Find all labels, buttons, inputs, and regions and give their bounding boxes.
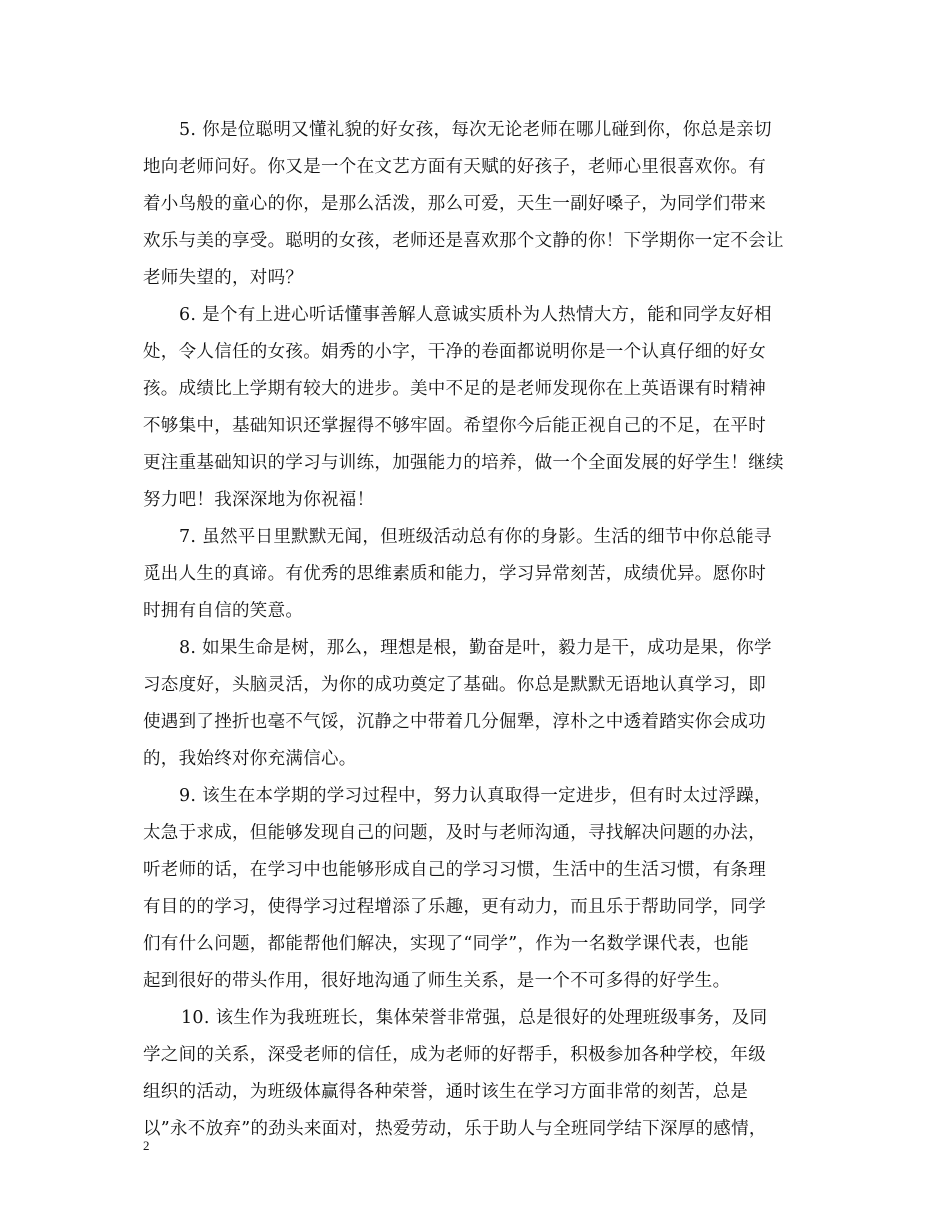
paragraph-line: 习态度好，头脑灵活，为你的成功奠定了基础。你总是默默无语地认真学习，即 — [143, 675, 766, 695]
paragraph-line: 不够集中，基础知识还掌握得不够牢固。希望你今后能正视自己的不足，在平时 — [143, 416, 766, 436]
comment-paragraph-7 — [143, 519, 823, 630]
paragraph-line: 的，我始终对你充满信心。 — [143, 749, 357, 769]
paragraph-line: 觅出人生的真谛。有优秀的思维素质和能力，学习异常刻苦，成绩优异。愿你时 — [143, 564, 766, 584]
paragraph-line: 组织的活动，为班级体赢得各种荣誉，通时该生在学习方面非常的刻苦，总是 — [143, 1082, 749, 1102]
paragraph-line: 地向老师问好。你又是一个在文艺方面有天赋的好孩子，老师心里很喜欢你。有 — [143, 157, 766, 177]
paragraph-line: 6. 是个有上进心听话懂事善解人意诚实质朴为人热情大方，能和同学友好相 — [179, 305, 772, 325]
paragraph-line: 起到很好的带头作用，很好地沟通了师生关系，是一个不可多得的好学生。 — [143, 971, 731, 991]
paragraph-line: 使遇到了挫折也毫不气馁，沉静之中带着几分倔犟，淳朴之中透着踏实你会成功 — [143, 712, 766, 732]
paragraph-line: 10. 该生作为我班班长，集体荣誉非常强，总是很好的处理班级事务，及同 — [181, 1008, 768, 1028]
paragraph-line: 着小鸟般的童心的你，是那么活泼，那么可爱，天生一副好嗓子，为同学们带来 — [143, 194, 766, 214]
paragraph-line: 时拥有自信的笑意。 — [143, 601, 304, 621]
comment-paragraph-8 — [143, 630, 823, 778]
paragraph-line: 孩。成绩比上学期有较大的进步。美中不足的是老师发现你在上英语课有时精神 — [143, 379, 766, 399]
page-number: 2 — [143, 1138, 150, 1153]
comment-paragraph-5 — [143, 112, 823, 297]
paragraph-line: 8. 如果生命是树，那么，理想是根，勤奋是叶，毅力是干，成功是果，你学 — [179, 638, 772, 658]
paragraph-line: 太急于求成，但能够发现自己的问题，及时与老师沟通，寻找解决问题的办法， — [143, 823, 766, 843]
paragraph-line: 处，令人信任的女孩。娟秀的小字，干净的卷面都说明你是一个认真仔细的好女 — [143, 342, 766, 362]
paragraph-line: 们有什么问题，都能帮他们解决，实现了“同学”，作为一名数学课代表，也能 — [143, 934, 749, 954]
comment-paragraph-9 — [143, 778, 823, 1000]
paragraph-line: 5. 你是位聪明又懂礼貌的好女孩，每次无论老师在哪儿碰到你，你总是亲切 — [179, 120, 772, 140]
paragraph-line: 有目的的学习，使得学习过程增添了乐趣，更有动力，而且乐于帮助同学，同学 — [143, 897, 766, 917]
comment-paragraph-10 — [143, 1000, 823, 1148]
paragraph-line: 努力吧！我深深地为你祝福！ — [143, 490, 375, 510]
paragraph-line: 欢乐与美的享受。聪明的女孩，老师还是喜欢那个文静的你！下学期你一定不会让 — [143, 231, 784, 251]
paragraph-line: 以”永不放弃”的劲头来面对，热爱劳动，乐于助人与全班同学结下深厚的感情， — [143, 1119, 767, 1139]
document-body — [143, 112, 823, 1148]
paragraph-line: 9. 该生在本学期的学习过程中，努力认真取得一定进步，但有时太过浮躁， — [179, 786, 772, 806]
paragraph-line: 更注重基础知识的学习与训练，加强能力的培养，做一个全面发展的好学生！继续 — [143, 453, 784, 473]
comment-paragraph-6 — [143, 297, 823, 519]
paragraph-line: 7. 虽然平日里默默无闻，但班级活动总有你的身影。生活的细节中你总能寻 — [179, 527, 772, 547]
paragraph-line: 老师失望的，对吗？ — [143, 268, 304, 288]
paragraph-line: 听老师的话，在学习中也能够形成自己的学习习惯，生活中的生活习惯，有条理 — [143, 860, 766, 880]
paragraph-line: 学之间的关系，深受老师的信任，成为老师的好帮手，积极参加各种学校，年级 — [143, 1045, 766, 1065]
